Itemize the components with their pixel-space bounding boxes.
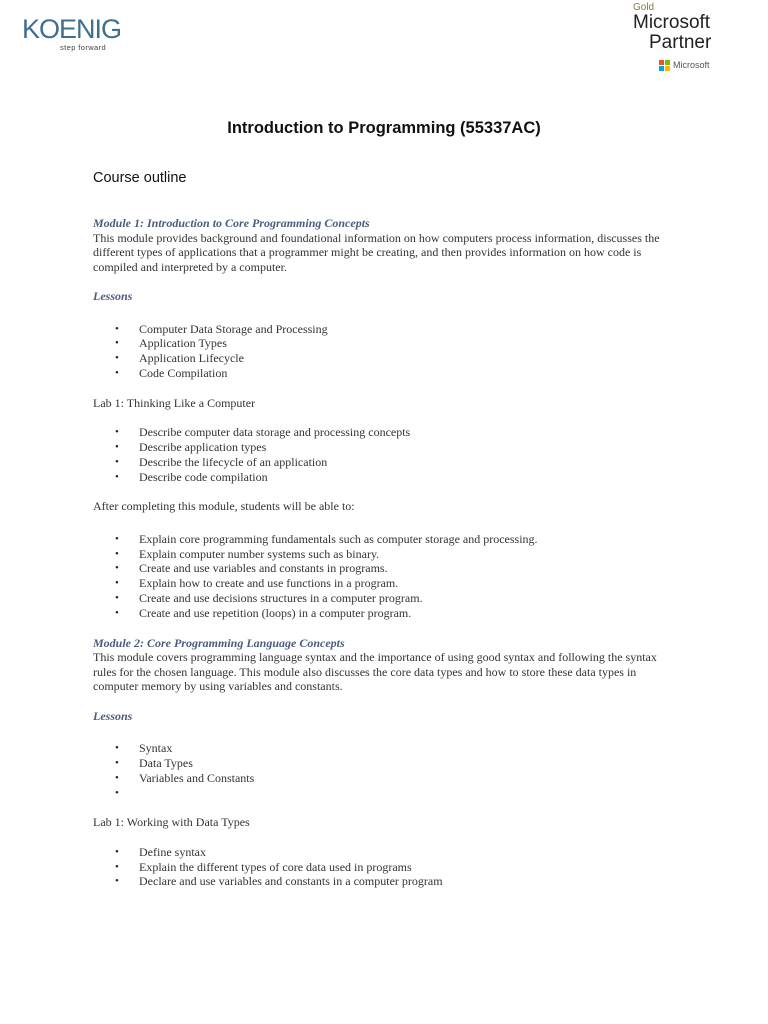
module-2-lessons-label: Lessons — [93, 708, 133, 723]
module-1-lab-list — [93, 425, 683, 484]
list-item: • Describe the lifecycle of an application — [139, 455, 683, 470]
module-2-lessons-list — [93, 741, 683, 800]
list-item: • Explain how to create and use functions in a program. — [139, 576, 683, 591]
module-1-outcomes-list — [93, 532, 683, 621]
koenig-logo — [22, 14, 132, 54]
logo-tagline: step forward — [60, 43, 107, 52]
module-2-lab-list — [93, 845, 683, 889]
microsoft-logo-square — [659, 66, 664, 71]
module-1-outcomes-intro: After completing this module, students will be able to: — [93, 499, 355, 514]
microsoft-logo-square — [659, 60, 664, 65]
list-item: • Computer Data Storage and Processing — [139, 322, 683, 337]
list-item: • Explain computer number systems such as binary. — [139, 547, 683, 562]
microsoft-brand-text: Microsoft — [673, 60, 710, 70]
module-1-lessons-label: Lessons — [93, 289, 133, 303]
list-item: • Syntax — [139, 741, 683, 756]
list-item: • Describe computer data storage and processing concepts — [139, 425, 683, 440]
list-item: • Define syntax — [139, 845, 683, 860]
logo-wordmark: KOENIG — [22, 14, 122, 44]
list-item: • Variables and Constants — [139, 771, 683, 786]
list-item: • Data Types — [139, 756, 683, 771]
module-1-lab-title: Lab 1: Thinking Like a Computer — [93, 395, 256, 410]
list-item: • Explain the different types of core data used in programs — [139, 860, 683, 875]
microsoft-partner-badge — [633, 2, 753, 74]
partner-gold-label: Gold — [633, 2, 655, 13]
list-item: • Describe code compilation — [139, 470, 683, 485]
partner-microsoft-text: Microsoft — [633, 12, 711, 33]
partner-text: Partner — [649, 32, 712, 53]
list-item: • Application Types — [139, 336, 683, 351]
list-item — [139, 786, 683, 801]
list-item: • Declare and use variables and constants in a computer program — [139, 874, 683, 889]
course-content — [93, 216, 683, 889]
list-item: • Create and use variables and constants in programs. — [139, 561, 683, 576]
module-1-title: Module 1: Introduction to Core Programming Concepts — [93, 216, 370, 230]
module-1-lessons-list — [93, 322, 683, 381]
page-title: Introduction to Programming (55337AC) — [227, 119, 541, 137]
module-2-title: Module 2: Core Programming Language Concepts — [93, 635, 345, 650]
module-1-description: This module provides background and foundational information on how computers process information, discusses the different types of applications that a programmer might be creating, and then provides information on how code is compiled and interpreted by a computer. — [93, 230, 660, 274]
list-item: • Code Compilation — [139, 366, 683, 381]
microsoft-logo-square — [665, 60, 670, 65]
microsoft-logo-square — [665, 66, 670, 71]
list-item: • Create and use repetition (loops) in a computer program. — [139, 606, 683, 621]
list-item: • Explain core programming fundamentals such as computer storage and processing. — [139, 532, 683, 547]
module-2-lab-title: Lab 1: Working with Data Types — [93, 815, 250, 830]
list-item: • Application Lifecycle — [139, 351, 683, 366]
course-outline-heading: Course outline — [93, 170, 187, 186]
list-item: • Describe application types — [139, 440, 683, 455]
module-2-description: This module covers programming language syntax and the importance of using good syntax and following the syntax rules for the chosen language. This module also discusses the core data types and how to store these data types in computer memory by using variables and constants. — [93, 650, 657, 694]
microsoft-logo-icon — [659, 60, 670, 71]
microsoft-brand — [659, 59, 710, 71]
list-item: • Create and use decisions structures in a computer program. — [139, 591, 683, 606]
